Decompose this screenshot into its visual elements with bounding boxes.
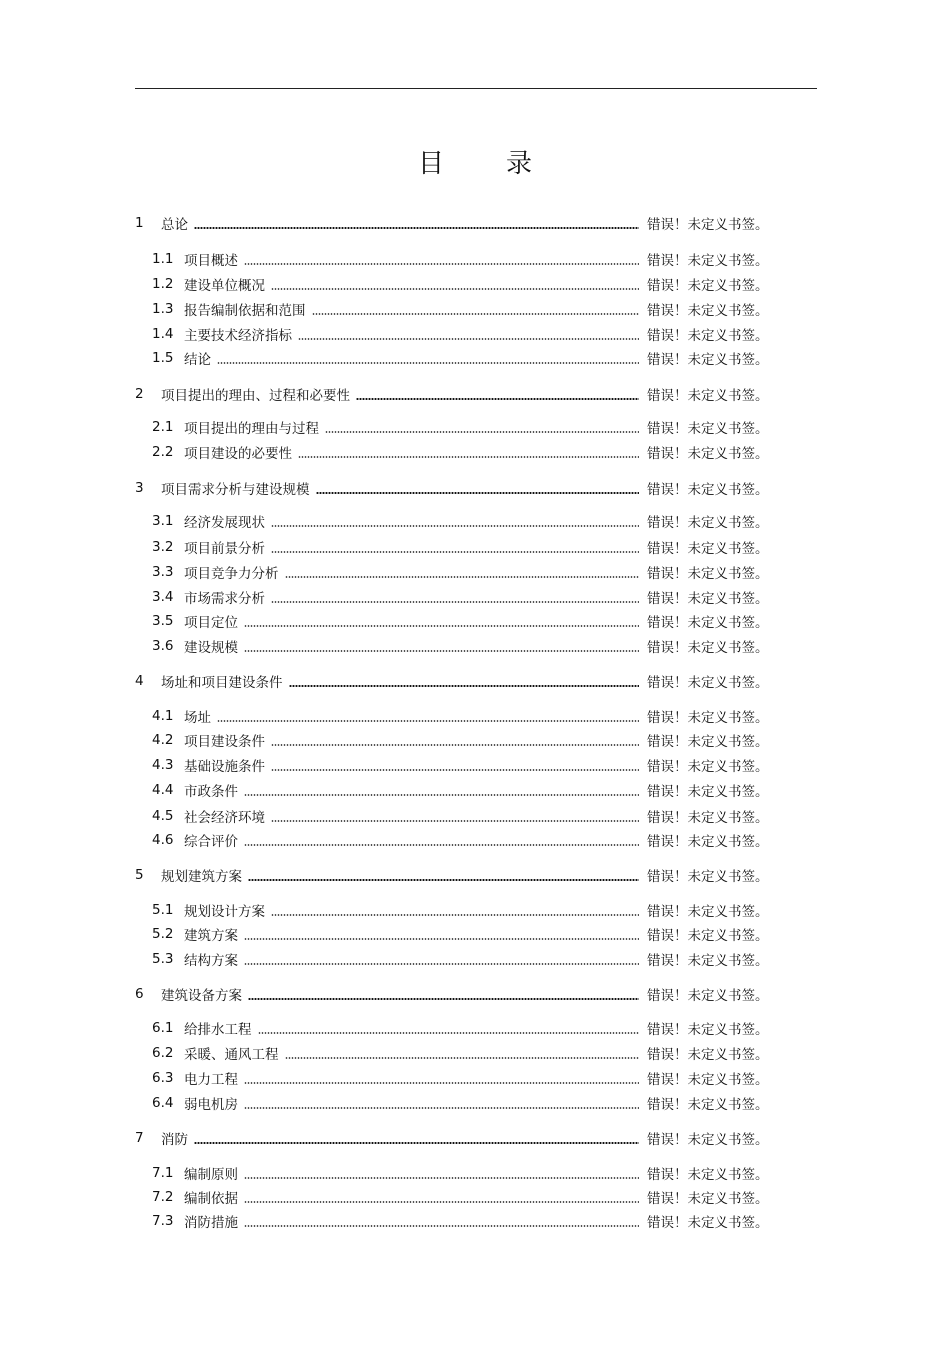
toc-entry-title: 消防 bbox=[161, 1132, 188, 1148]
toc-page-reference: 错误！未定义书签。 bbox=[647, 217, 769, 233]
toc-page-reference: 错误！未定义书签。 bbox=[647, 421, 769, 437]
toc-dot-leader bbox=[248, 998, 639, 1000]
toc-entry-title: 经济发展现状 bbox=[184, 515, 265, 531]
toc-section-entry[interactable] bbox=[135, 780, 780, 800]
toc-dot-leader bbox=[217, 720, 639, 722]
toc-entry-title: 场址和项目建设条件 bbox=[161, 675, 283, 691]
toc-page-reference: 错误！未定义书签。 bbox=[647, 482, 769, 498]
toc-dot-leader bbox=[271, 551, 639, 553]
toc-page-reference: 错误！未定义书签。 bbox=[647, 1191, 769, 1207]
toc-entry-number: 6.2 bbox=[152, 1045, 174, 1061]
toc-entry-title: 项目前景分析 bbox=[184, 541, 265, 557]
toc-dot-leader bbox=[194, 227, 639, 229]
toc-entry-title: 建筑设备方案 bbox=[161, 988, 242, 1004]
toc-entry-title: 电力工程 bbox=[184, 1072, 238, 1088]
toc-dot-leader bbox=[244, 1177, 639, 1179]
toc-entry-title: 场址 bbox=[184, 710, 211, 726]
toc-entry-number: 4.5 bbox=[152, 808, 174, 824]
toc-entry-title: 建筑方案 bbox=[184, 928, 238, 944]
page-title bbox=[0, 143, 950, 180]
toc-section-entry[interactable] bbox=[135, 1163, 780, 1183]
toc-section-entry[interactable] bbox=[135, 900, 780, 920]
toc-entry-title: 建设单位概况 bbox=[184, 278, 265, 294]
toc-page-reference: 错误！未定义书签。 bbox=[647, 566, 769, 582]
toc-page-reference: 错误！未定义书签。 bbox=[647, 928, 769, 944]
toc-section-entry[interactable] bbox=[135, 537, 780, 557]
toc-dot-leader bbox=[244, 844, 639, 846]
toc-entry-number: 3.5 bbox=[152, 613, 174, 629]
toc-dot-leader bbox=[271, 914, 639, 916]
toc-page-reference: 错误！未定义书签。 bbox=[647, 1072, 769, 1088]
toc-dot-leader bbox=[244, 1225, 639, 1227]
toc-section-entry[interactable] bbox=[135, 636, 780, 656]
toc-page-reference: 错误！未定义书签。 bbox=[647, 953, 769, 969]
toc-entry-title: 消防措施 bbox=[184, 1215, 238, 1231]
toc-dot-leader bbox=[244, 938, 639, 940]
toc-entry-title: 编制依据 bbox=[184, 1191, 238, 1207]
toc-section-entry[interactable] bbox=[135, 1068, 780, 1088]
toc-section-entry[interactable] bbox=[135, 274, 780, 294]
toc-section-entry[interactable] bbox=[135, 348, 780, 368]
toc-dot-leader bbox=[244, 650, 639, 652]
toc-page-reference: 错误！未定义书签。 bbox=[647, 446, 769, 462]
toc-page-reference: 错误！未定义书签。 bbox=[647, 278, 769, 294]
toc-section-entry[interactable] bbox=[135, 587, 780, 607]
toc-page-reference: 错误！未定义书签。 bbox=[647, 1022, 769, 1038]
toc-page-reference: 错误！未定义书签。 bbox=[647, 834, 769, 850]
toc-entry-title: 弱电机房 bbox=[184, 1097, 238, 1113]
toc-entry-title: 总论 bbox=[161, 217, 188, 233]
toc-page-reference: 错误！未定义书签。 bbox=[647, 734, 769, 750]
toc-chapter-entry[interactable] bbox=[135, 865, 780, 885]
toc-entry-title: 项目提出的理由与过程 bbox=[184, 421, 319, 437]
toc-chapter-entry[interactable] bbox=[135, 478, 780, 498]
toc-entry-title: 市场需求分析 bbox=[184, 591, 265, 607]
toc-entry-title: 项目竞争力分析 bbox=[184, 566, 279, 582]
toc-dot-leader bbox=[244, 625, 639, 627]
toc-entry-number: 4.6 bbox=[152, 832, 174, 848]
toc-dot-leader bbox=[325, 431, 639, 433]
toc-dot-leader bbox=[194, 1142, 639, 1144]
toc-entry-number: 7.3 bbox=[152, 1213, 174, 1229]
toc-dot-leader bbox=[285, 1057, 640, 1059]
toc-dot-leader bbox=[258, 1032, 640, 1034]
toc-dot-leader bbox=[356, 398, 639, 400]
toc-page-reference: 错误！未定义书签。 bbox=[647, 253, 769, 269]
toc-page-reference: 错误！未定义书签。 bbox=[647, 388, 769, 404]
toc-dot-leader bbox=[271, 769, 639, 771]
toc-section-entry[interactable] bbox=[135, 806, 780, 826]
toc-section-entry[interactable] bbox=[135, 442, 780, 462]
toc-page-reference: 错误！未定义书签。 bbox=[647, 1132, 769, 1148]
toc-entry-number: 5.1 bbox=[152, 902, 174, 918]
toc-entry-title: 项目建设条件 bbox=[184, 734, 265, 750]
toc-entry-number: 3.1 bbox=[152, 513, 174, 529]
toc-chapter-entry[interactable] bbox=[135, 671, 780, 691]
toc-dot-leader bbox=[271, 601, 639, 603]
toc-entry-title: 结构方案 bbox=[184, 953, 238, 969]
toc-entry-title: 项目需求分析与建设规模 bbox=[161, 482, 310, 498]
toc-page-reference: 错误！未定义书签。 bbox=[647, 515, 769, 531]
toc-page-reference: 错误！未定义书签。 bbox=[647, 784, 769, 800]
toc-page-reference: 错误！未定义书签。 bbox=[647, 541, 769, 557]
toc-entry-number: 4.3 bbox=[152, 757, 174, 773]
toc-section-entry[interactable] bbox=[135, 324, 780, 344]
title-char-1: 目 bbox=[417, 149, 444, 179]
toc-page-reference: 错误！未定义书签。 bbox=[647, 1097, 769, 1113]
toc-entry-number: 3.4 bbox=[152, 589, 174, 605]
toc-dot-leader bbox=[289, 685, 640, 687]
toc-dot-leader bbox=[244, 1082, 639, 1084]
toc-dot-leader bbox=[285, 576, 640, 578]
toc-section-entry[interactable] bbox=[135, 562, 780, 582]
title-char-2: 录 bbox=[506, 149, 533, 179]
toc-section-entry[interactable] bbox=[135, 511, 780, 531]
toc-entry-number: 1 bbox=[135, 215, 144, 231]
toc-section-entry[interactable] bbox=[135, 924, 780, 944]
toc-entry-number: 2.1 bbox=[152, 419, 174, 435]
toc-entry-title: 报告编制依据和范围 bbox=[184, 303, 306, 319]
toc-dot-leader bbox=[244, 1107, 639, 1109]
toc-chapter-entry[interactable] bbox=[135, 384, 780, 404]
toc-section-entry[interactable] bbox=[135, 755, 780, 775]
toc-dot-leader bbox=[244, 963, 639, 965]
toc-page-reference: 错误！未定义书签。 bbox=[647, 904, 769, 920]
toc-section-entry[interactable] bbox=[135, 1018, 780, 1038]
toc-entry-number: 7.1 bbox=[152, 1165, 174, 1181]
toc-entry-number: 7 bbox=[135, 1130, 144, 1146]
toc-page-reference: 错误！未定义书签。 bbox=[647, 352, 769, 368]
header-rule bbox=[135, 88, 817, 89]
toc-entry-title: 项目建设的必要性 bbox=[184, 446, 292, 462]
toc-entry-number: 1.4 bbox=[152, 326, 174, 342]
toc-entry-title: 基础设施条件 bbox=[184, 759, 265, 775]
toc-entry-title: 建设规模 bbox=[184, 640, 238, 656]
toc-entry-number: 2 bbox=[135, 386, 144, 402]
toc-entry-number: 4.4 bbox=[152, 782, 174, 798]
toc-page-reference: 错误！未定义书签。 bbox=[647, 710, 769, 726]
toc-entry-number: 5 bbox=[135, 867, 144, 883]
toc-page-reference: 错误！未定义书签。 bbox=[647, 303, 769, 319]
toc-page-reference: 错误！未定义书签。 bbox=[647, 869, 769, 885]
toc-dot-leader bbox=[298, 456, 639, 458]
toc-section-entry[interactable] bbox=[135, 1211, 780, 1231]
toc-entry-number: 1.2 bbox=[152, 276, 174, 292]
toc-dot-leader bbox=[312, 313, 640, 315]
toc-chapter-entry[interactable] bbox=[135, 984, 780, 1004]
toc-entry-number: 1.5 bbox=[152, 350, 174, 366]
toc-section-entry[interactable] bbox=[135, 1187, 780, 1207]
toc-entry-title: 市政条件 bbox=[184, 784, 238, 800]
toc-page-reference: 错误！未定义书签。 bbox=[647, 1047, 769, 1063]
toc-entry-number: 2.2 bbox=[152, 444, 174, 460]
toc-page-reference: 错误！未定义书签。 bbox=[647, 328, 769, 344]
toc-section-entry[interactable] bbox=[135, 706, 780, 726]
toc-section-entry[interactable] bbox=[135, 299, 780, 319]
toc-dot-leader bbox=[244, 263, 639, 265]
toc-entry-title: 结论 bbox=[184, 352, 211, 368]
toc-entry-number: 5.2 bbox=[152, 926, 174, 942]
toc-entry-number: 3.2 bbox=[152, 539, 174, 555]
toc-entry-title: 给排水工程 bbox=[184, 1022, 252, 1038]
toc-entry-title: 规划建筑方案 bbox=[161, 869, 242, 885]
toc-entry-number: 3.6 bbox=[152, 638, 174, 654]
toc-entry-title: 社会经济环境 bbox=[184, 810, 265, 826]
toc-section-entry[interactable] bbox=[135, 611, 780, 631]
toc-entry-number: 6.3 bbox=[152, 1070, 174, 1086]
toc-page-reference: 错误！未定义书签。 bbox=[647, 759, 769, 775]
toc-entry-title: 主要技术经济指标 bbox=[184, 328, 292, 344]
toc-entry-title: 编制原则 bbox=[184, 1167, 238, 1183]
toc-page-reference: 错误！未定义书签。 bbox=[647, 591, 769, 607]
toc-section-entry[interactable] bbox=[135, 249, 780, 269]
toc-dot-leader bbox=[271, 820, 639, 822]
toc-entry-number: 4.2 bbox=[152, 732, 174, 748]
toc-entry-title: 项目提出的理由、过程和必要性 bbox=[161, 388, 350, 404]
toc-entry-number: 1.1 bbox=[152, 251, 174, 267]
toc-section-entry[interactable] bbox=[135, 417, 780, 437]
toc-section-entry[interactable] bbox=[135, 1093, 780, 1113]
toc-entry-number: 6.4 bbox=[152, 1095, 174, 1111]
toc-entry-number: 4.1 bbox=[152, 708, 174, 724]
toc-page-reference: 错误！未定义书签。 bbox=[647, 675, 769, 691]
toc-entry-title: 采暖、通风工程 bbox=[184, 1047, 279, 1063]
toc-entry-title: 规划设计方案 bbox=[184, 904, 265, 920]
toc-entry-title: 综合评价 bbox=[184, 834, 238, 850]
toc-section-entry[interactable] bbox=[135, 949, 780, 969]
toc-page-reference: 错误！未定义书签。 bbox=[647, 1167, 769, 1183]
toc-entry-number: 5.3 bbox=[152, 951, 174, 967]
toc-dot-leader bbox=[271, 288, 639, 290]
toc-section-entry[interactable] bbox=[135, 830, 780, 850]
toc-entry-title: 项目定位 bbox=[184, 615, 238, 631]
toc-dot-leader bbox=[244, 794, 639, 796]
toc-entry-number: 1.3 bbox=[152, 301, 174, 317]
toc-dot-leader bbox=[271, 744, 639, 746]
toc-section-entry[interactable] bbox=[135, 730, 780, 750]
toc-chapter-entry[interactable] bbox=[135, 1128, 780, 1148]
toc-dot-leader bbox=[244, 1201, 639, 1203]
toc-page-reference: 错误！未定义书签。 bbox=[647, 988, 769, 1004]
toc-entry-number: 6 bbox=[135, 986, 144, 1002]
toc-page-reference: 错误！未定义书签。 bbox=[647, 615, 769, 631]
toc-entry-number: 3 bbox=[135, 480, 144, 496]
toc-dot-leader bbox=[217, 362, 639, 364]
toc-page-reference: 错误！未定义书签。 bbox=[647, 810, 769, 826]
toc-dot-leader bbox=[316, 492, 640, 494]
toc-entry-number: 7.2 bbox=[152, 1189, 174, 1205]
toc-entry-number: 6.1 bbox=[152, 1020, 174, 1036]
toc-chapter-entry[interactable] bbox=[135, 213, 780, 233]
toc-entry-number: 4 bbox=[135, 673, 144, 689]
toc-dot-leader bbox=[248, 879, 639, 881]
toc-section-entry[interactable] bbox=[135, 1043, 780, 1063]
toc-page-reference: 错误！未定义书签。 bbox=[647, 640, 769, 656]
toc-page-reference: 错误！未定义书签。 bbox=[647, 1215, 769, 1231]
toc-entry-title: 项目概述 bbox=[184, 253, 238, 269]
toc-dot-leader bbox=[298, 338, 639, 340]
toc-dot-leader bbox=[271, 525, 639, 527]
toc-entry-number: 3.3 bbox=[152, 564, 174, 580]
